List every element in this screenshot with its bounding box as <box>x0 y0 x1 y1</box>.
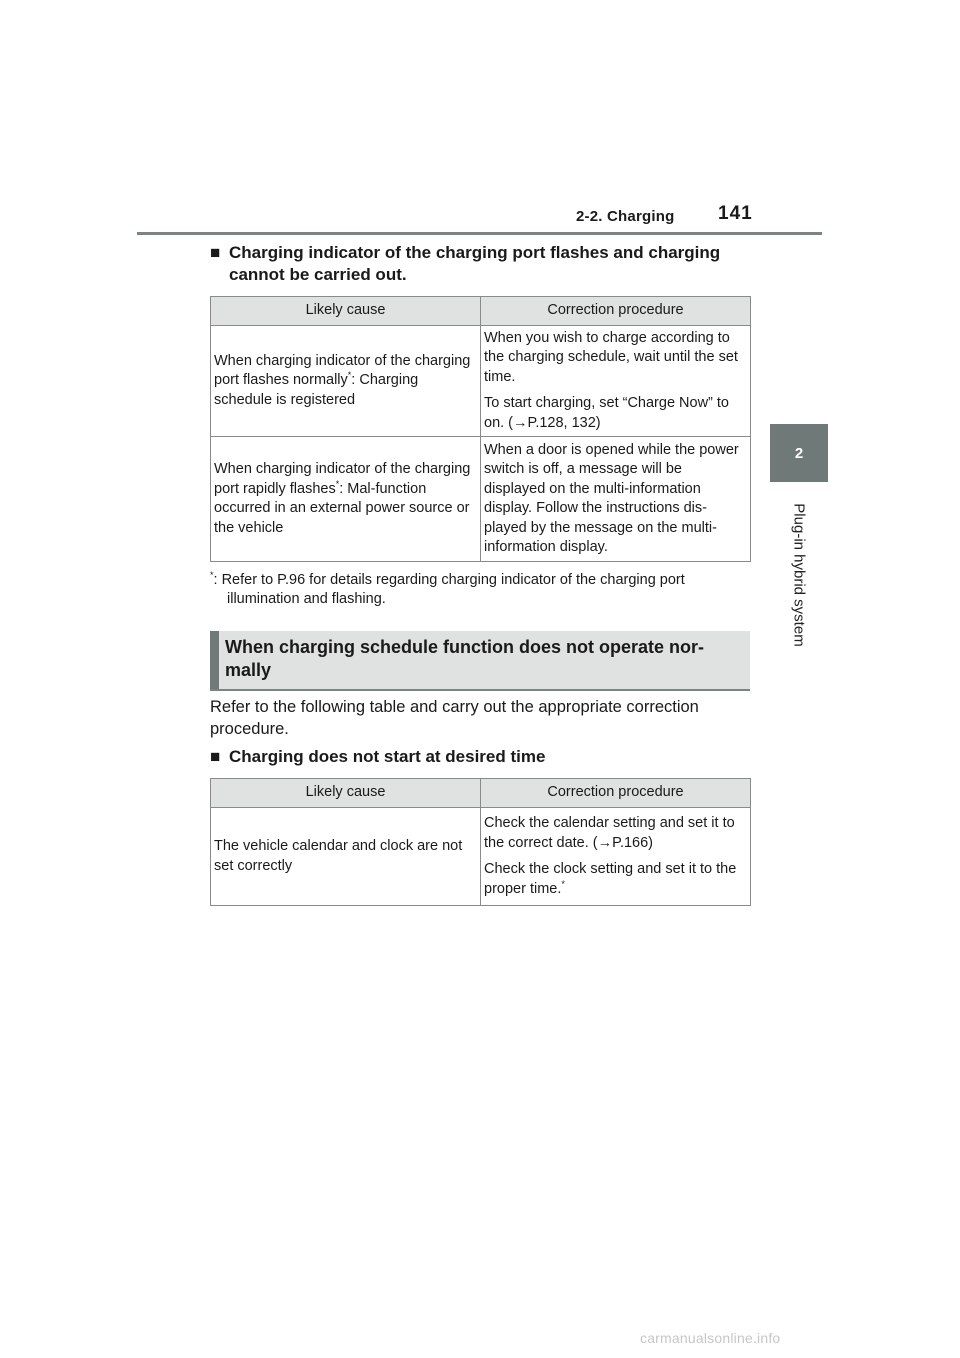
header-divider <box>137 232 822 235</box>
header-likely-cause: Likely cause <box>211 297 481 326</box>
section-heading-bar <box>210 631 219 689</box>
table-row <box>211 437 751 562</box>
header-correction-procedure: Correction procedure <box>481 779 751 808</box>
procedure-cell <box>481 437 751 562</box>
footnote-marker: * <box>561 878 565 889</box>
running-header-section: 2-2. Charging <box>576 208 675 225</box>
table-header-row <box>211 297 751 326</box>
page-number: 141 <box>718 203 753 224</box>
subsection-title-text: Charging indicator of the charging port flashes and charging cannot be carried out. <box>229 243 721 284</box>
procedure-text: To start charging, set “Charge Now” to on. (→P.128, 132) <box>484 395 729 431</box>
chapter-tab <box>770 424 828 482</box>
header-likely-cause: Likely cause <box>211 779 481 808</box>
procedure-text: When you wish to charge according to the charging schedule, wait until the set time. <box>484 329 738 385</box>
procedure-text: When a door is opened while the power switch is off, a message will be displayed on the multi-information display. Follow the instructions dis-played by the message on the multi-information display. <box>484 441 739 555</box>
cause-cell <box>211 437 481 562</box>
cause-text: When charging indicator of the charging port flashes normally <box>214 352 471 389</box>
table-header-row <box>211 779 751 808</box>
footnote-marker: * <box>347 370 352 381</box>
intro-paragraph: Refer to the following table and carry out the appropriate correction procedure. <box>210 698 699 738</box>
square-bullet-icon: ■ <box>210 747 221 766</box>
cause-text: When charging indicator of the charging port rapidly flashes <box>214 461 471 497</box>
chapter-number: 2 <box>794 444 804 462</box>
table-row <box>211 326 751 437</box>
footnote <box>210 571 750 609</box>
subsection-title-text: Charging does not start at desired time <box>229 747 546 766</box>
cause-text-cont: : Charging schedule is registered <box>214 372 419 408</box>
procedure-cell <box>481 326 751 437</box>
procedure-text: Check the calendar setting and set it to the correct date. (→P.166) <box>484 815 735 851</box>
watermark: carmanualsonline.info <box>640 1330 781 1346</box>
troubleshooting-table-flashing <box>210 296 751 562</box>
subsection-title-desired-time <box>210 746 755 768</box>
troubleshooting-table-schedule <box>210 778 751 906</box>
procedure-text: Check the clock setting and set it to the proper time. <box>484 861 737 897</box>
footnote-text: : Refer to P.96 for details regarding charging indicator of the charging port <box>213 572 685 588</box>
footnote-marker: * <box>210 570 214 581</box>
cause-text-cont: : Mal-function occurred in an external power source or the vehicle <box>214 480 470 536</box>
cause-cell <box>211 808 481 906</box>
chapter-label: Plug-in hybrid system <box>790 503 808 647</box>
section-heading <box>210 631 750 691</box>
table-row <box>211 808 751 906</box>
procedure-cell <box>481 808 751 906</box>
subsection-title-flashing <box>210 242 755 286</box>
cause-text: The vehicle calendar and clock are not set correctly <box>214 838 463 874</box>
section-heading-title: When charging schedule function does not operate nor-mally <box>225 637 705 680</box>
square-bullet-icon: ■ <box>210 243 221 262</box>
footnote-marker: * <box>335 478 340 489</box>
footnote-text-cont: illumination and flashing. <box>227 591 386 607</box>
cause-cell <box>211 326 481 437</box>
header-correction-procedure: Correction procedure <box>481 297 751 326</box>
